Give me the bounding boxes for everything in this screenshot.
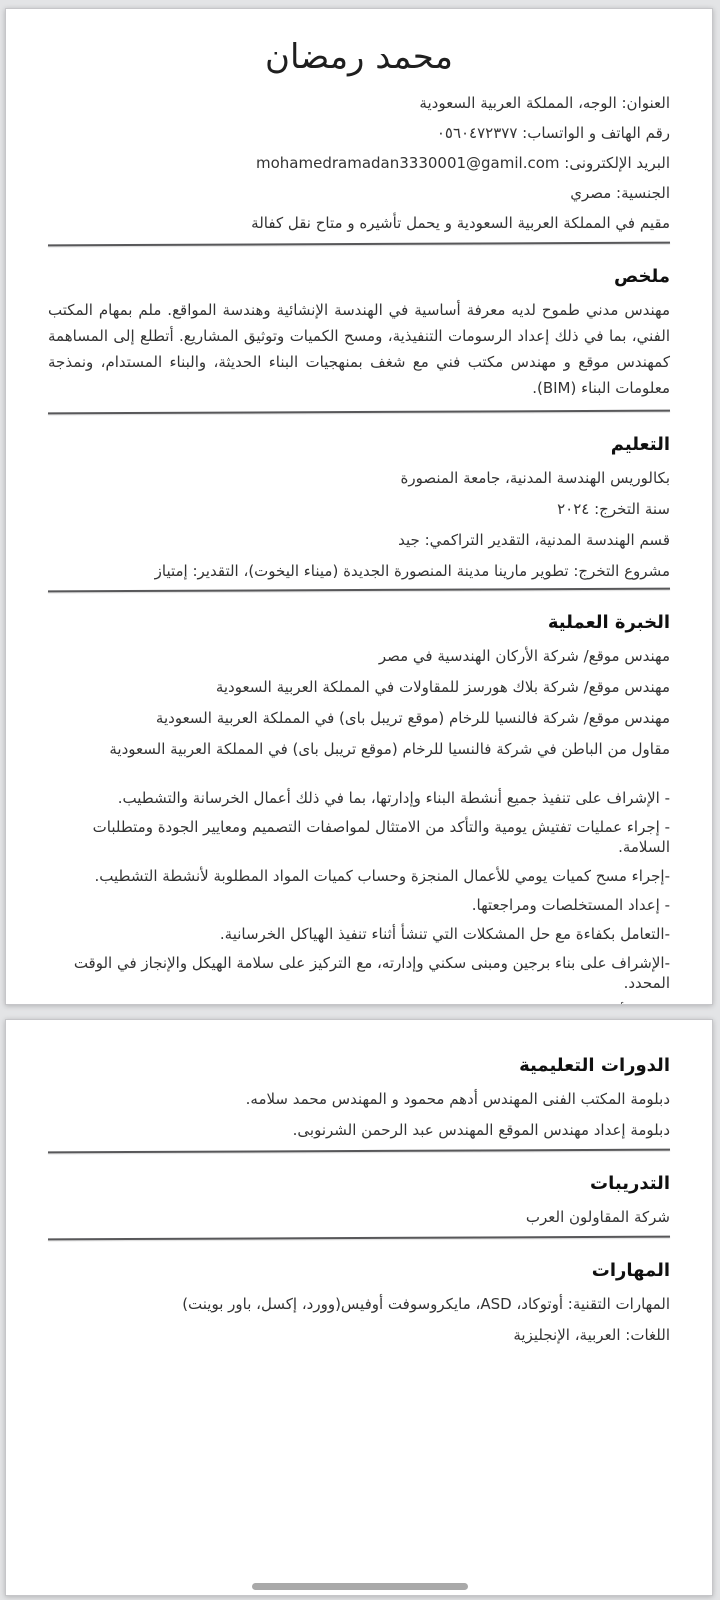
experience-company-line: مهندس موقع/ شركة بلاك هورسز للمقاولات في المملكة العربية السعودية xyxy=(215,678,670,696)
skills-languages-line: اللغات: العربية، الإنجليزية xyxy=(513,1326,670,1344)
experience-company-line: مهندس موقع/ شركة الأركان الهندسية في مصر xyxy=(378,647,670,665)
contact-address: العنوان: الوجه، المملكة العربية السعودية xyxy=(419,94,670,112)
experience-duty-line: - إجراء عمليات تفتيش يومية والتأكد من الامتثال لمواصفات التصميم ومعايير الجودة ومتطلبات السلامة. xyxy=(92,818,670,856)
resume-page-2 xyxy=(5,1019,713,1596)
section-heading-trainings: التدريبات xyxy=(590,1173,670,1194)
contact-email: البريد الإلكترونى: mohamedramadan3330001@gamil.com xyxy=(256,154,670,172)
course-line: دبلومة إعداد مهندس الموقع المهندس عبد الرحمن الشرنوبى. xyxy=(292,1121,670,1139)
education-line: مشروع التخرج: تطوير مارينا مدينة المنصورة الجديدة (ميناء اليخوت)، التقدير: إمتياز xyxy=(154,562,670,580)
section-heading-courses: الدورات التعليمية xyxy=(519,1055,670,1076)
experience-duty-line: -إجراء مسح كميات يومي للأعمال المنجزة وحساب كميات المواد المطلوبة لأنشطة التشطيب. xyxy=(94,867,670,885)
section-heading-experience: الخبرة العملية xyxy=(547,612,670,633)
section-heading-education: التعليم xyxy=(610,434,670,455)
experience-duty-line: - إعداد المستخلصات ومراجعتها. xyxy=(471,896,670,914)
section-divider xyxy=(48,410,670,415)
summary-text: مهندس مدني طموح لديه معرفة أساسية في الهندسة الإنشائية وهندسة المواقع. ملم بمهام المكتب الفني، بما في ذلك إعداد الرسومات التنفيذية، ومسح الكميات وتوثيق المشاريع. أتطلع إلى المساهمة كمهندس موقع و مهندس مكتب فني مع شغف بمنهجيات البناء الحديثة، والبناء المستدام، ونمذجة معلومات البناء (BIM). xyxy=(48,301,670,397)
contact-residency: مقيم في المملكة العربية السعودية و يحمل تأشيره و متاح نقل كفالة xyxy=(251,214,670,232)
section-divider xyxy=(48,1236,670,1241)
education-line: قسم الهندسة المدنية، التقدير التراكمي: جيد xyxy=(398,531,670,549)
training-line: شركة المقاولون العرب xyxy=(525,1208,670,1226)
section-divider xyxy=(48,1149,670,1154)
section-heading-summary: ملخص xyxy=(613,266,670,287)
resume-page-1 xyxy=(5,8,713,1005)
contact-phone: رقم الهاتف و الواتساب: ٠٥٦٠٤٧٢٣٧٧ xyxy=(436,124,670,142)
contact-nationality: الجنسية: مصري xyxy=(570,184,670,202)
experience-duty-line: - الإشراف على تنفيذ جميع أنشطة البناء وإدارتها، بما في ذلك أعمال الخرسانة والتشطيب. xyxy=(117,789,670,807)
navigation-gesture-bar[interactable] xyxy=(252,1583,468,1590)
education-line: سنة التخرج: ٢٠٢٤ xyxy=(557,500,670,518)
experience-company-line: مقاول من الباطن في شركة فالنسيا للرخام (موقع تريبل باى) في المملكة العربية السعودية xyxy=(109,740,670,758)
skills-technical-line: المهارات التقنية: أوتوكاد، ASD، مايكروسوفت أوفيس(وورد، إكسل، باور بوينت) xyxy=(182,1295,670,1313)
education-line: بكالوريس الهندسة المدنية، جامعة المنصورة xyxy=(400,469,670,487)
section-divider xyxy=(48,588,670,593)
experience-company-line: مهندس موقع/ شركة فالنسيا للرخام (موقع تريبل باى) في المملكة العربية السعودية xyxy=(155,709,670,727)
experience-duty-line xyxy=(48,1002,670,1005)
course-line: دبلومة المكتب الفنى المهندس أدهم محمود و المهندس محمد سلامه. xyxy=(245,1090,670,1108)
section-heading-skills: المهارات xyxy=(591,1260,670,1281)
blank-gap xyxy=(48,759,670,779)
resume-name: محمد رمضان xyxy=(265,37,453,77)
section-divider xyxy=(48,242,670,247)
experience-duty-line: -الإشراف على بناء برجين ومبنى سكني وإدارته، مع التركيز على سلامة الهيكل والإنجاز في الوقت المحدد. xyxy=(73,954,670,992)
contact-block xyxy=(48,93,670,233)
experience-duty-line: -التعامل بكفاءة مع حل المشكلات التي تنشأ أثناء تنفيذ الهياكل الخرسانية. xyxy=(219,925,670,943)
